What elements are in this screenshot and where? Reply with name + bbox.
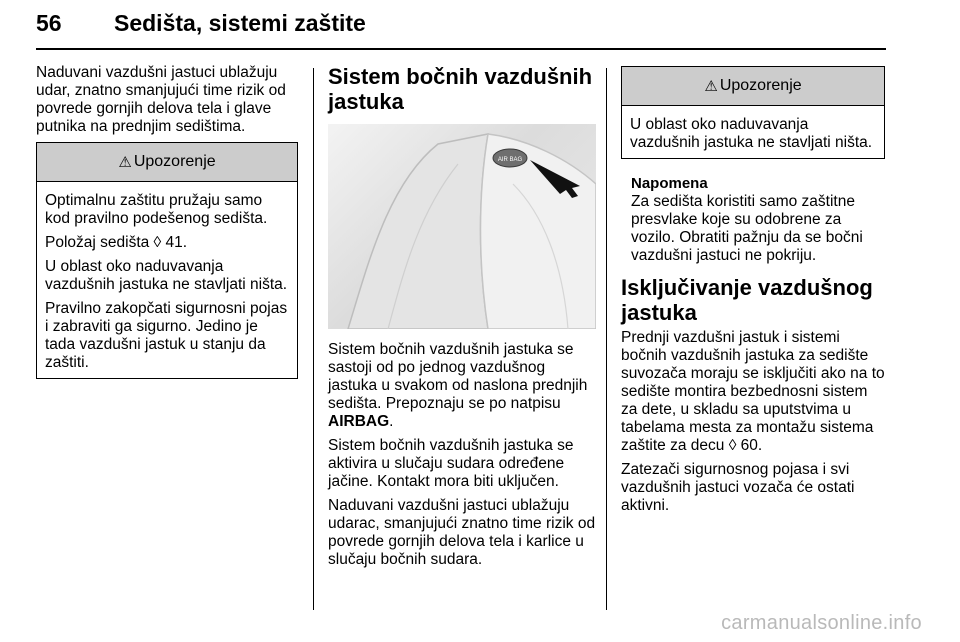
- note-title: Napomena: [631, 175, 708, 192]
- warning-title: Upozorenje: [719, 77, 802, 94]
- deactivation-paragraph-1: Prednji vazdušni jastuk i sistemi bočnih vazdušnih jastuka za sedište suvozača moraju se isključiti ako na to sedište montira bezbednosni sistem za dete, u skladu sa uputstvima u tabelama mesta za montažu sistema zaštite za decu ◊ 60.: [621, 329, 885, 454]
- airbag-marking: AIRBAG: [328, 413, 390, 430]
- column-2: [328, 64, 596, 575]
- intro-paragraph: Naduvani vazdušni jastuci ublažuju udar, znatno smanjujući time rizik od povrede gornjih delova tela i glave putnika na prednjim sedištima.: [36, 64, 286, 135]
- warning-text-1: Optimalnu zaštitu pružaju samo kod pravilno podešenog sedišta.: [45, 192, 268, 227]
- column-3: [621, 64, 885, 521]
- side-airbag-paragraph-2: Sistem bočnih vazdušnih jastuka se aktivira u slučaju sudara određene jačine. Kontakt mora biti uključen.: [328, 437, 574, 490]
- warning-title: Upozorenje: [133, 153, 216, 170]
- warning-box-1: [36, 142, 298, 379]
- column-divider-1: [313, 68, 314, 610]
- warning-header: [37, 143, 297, 182]
- side-airbag-paragraph-3: Naduvani vazdušni jastuci ublažuju udarac, smanjujući znatno time rizik od povrede gornjih delova tela i karlice u slučaju bočnih sudara.: [328, 497, 596, 568]
- warning-header: [622, 67, 884, 106]
- column-1: [36, 64, 298, 379]
- note-block: [621, 175, 885, 265]
- seat-illustration: [328, 124, 596, 329]
- warning-text: U oblast oko naduvavanja vazdušnih jastuka ne stavljati ništa.: [630, 116, 873, 151]
- warning-text-3: U oblast oko naduvavanja vazdušnih jastuka ne stavljati ništa.: [45, 258, 288, 293]
- warning-box-2: [621, 66, 885, 159]
- side-airbag-paragraph-1: Sistem bočnih vazdušnih jastuka se sastoji od po jednog vazdušnog jastuka u svakom od naslona prednjih sedišta. Prepoznaju se po natpisu AIRBAG.: [328, 341, 588, 430]
- warning-body: [622, 106, 884, 158]
- page-number: 56: [36, 10, 62, 36]
- header-rule: [36, 48, 886, 50]
- section-heading-side-airbag: Sistem bočnih vazdušnih jastuka: [328, 64, 593, 114]
- seat-airbag-figure: [328, 124, 596, 329]
- section-heading-airbag-deactivation: Isključivanje vazdušnog jastuka: [621, 275, 873, 325]
- running-title: Sedišta, sistemi zaštite: [114, 10, 366, 36]
- column-divider-2: [606, 68, 607, 610]
- warning-text-2: Položaj sedišta ◊ 41.: [45, 234, 188, 251]
- page-header: [36, 4, 886, 48]
- deactivation-paragraph-2: Zatezači sigurnosnog pojasa i svi vazdušnih jastuci vozača će ostati aktivni.: [621, 461, 855, 514]
- warning-text-4: Pravilno zakopčati sigurnosni pojas i zabraviti ga sigurno. Jedino je tada vazdušni jastuk u stanju da zaštiti.: [45, 300, 288, 371]
- footer-watermark: carmanualsonline.info: [721, 612, 922, 634]
- warning-body: [37, 182, 297, 378]
- warning-icon: ⚠: [118, 154, 132, 171]
- note-text: Za sedišta koristiti samo zaštitne presvlake koje su odobrene za vozilo. Obratiti pažnju da se bočni vazdušni jastuci ne pokriju.: [631, 193, 863, 264]
- airbag-label: AIR BAG: [497, 157, 523, 163]
- warning-icon: ⚠: [704, 78, 718, 95]
